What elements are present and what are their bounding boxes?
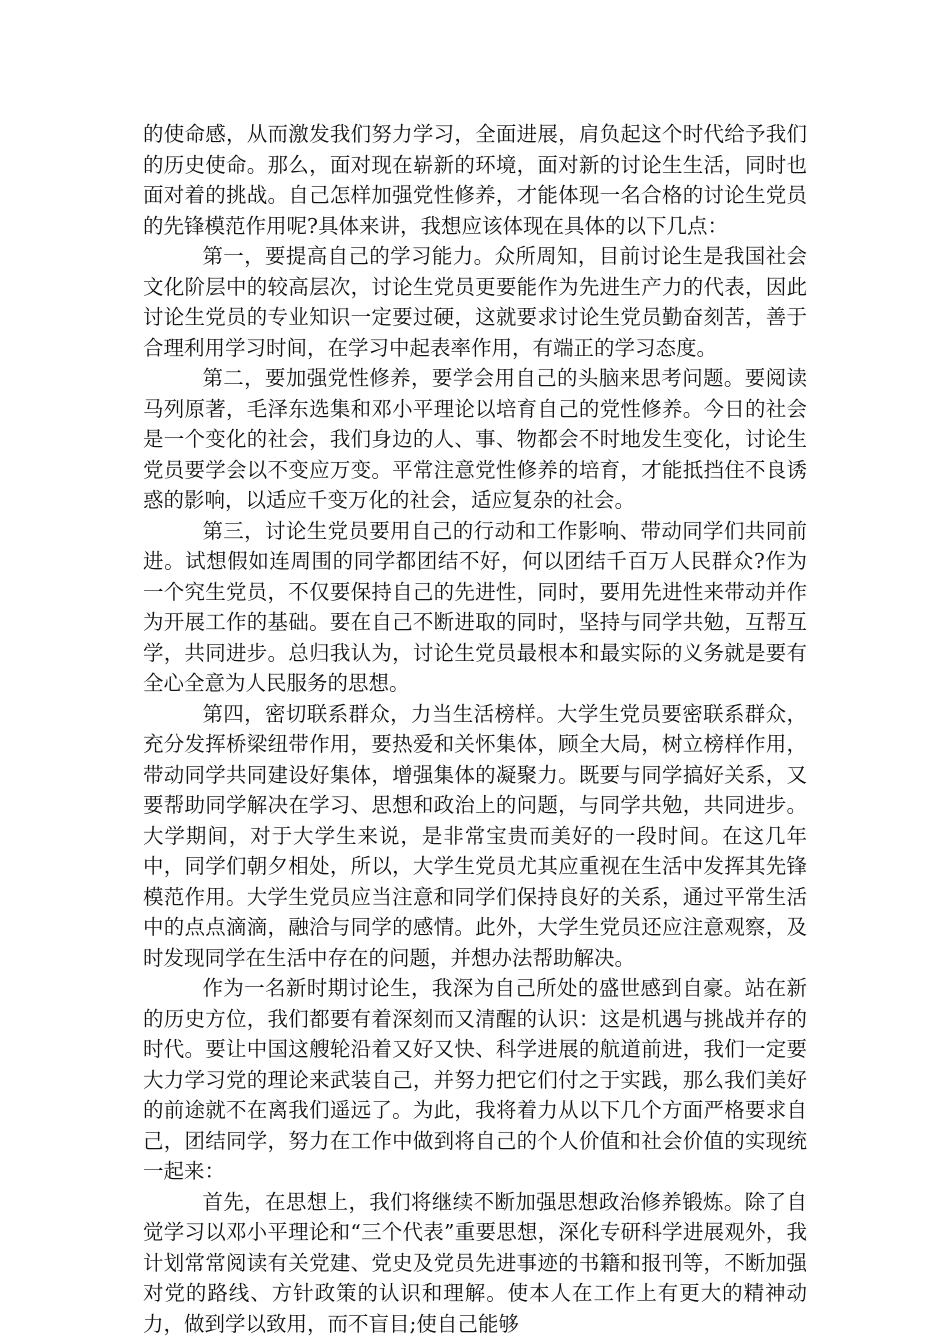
paragraph-third-point: 第三，讨论生党员要用自己的行动和工作影响、带动同学们共同前进。试想假如连周围的同学都团结不好，何以团结千百万人民群众?作为一个究生党员，不仅要保持自己的先进性，同时，要用先进性来带动并作为开展工作的基础。要在自己不断进取的同时，坚持与同学共勉，互帮互学，共同进步。总归我认为，讨论生党员最根本和最实际的义务就是要有全心全意为人民服务的思想。	[143, 518, 807, 695]
paragraph-intro: 的使命感，从而激发我们努力学习，全面进展，肩负起这个时代给予我们的历史使命。那么，面对现在崭新的环境，面对新的讨论生生活，同时也面对着的挑战。自己怎样加强党性修养，才能体现一名合格的讨论生党员的先锋模范作用呢?具体来讲，我想应该体现在具体的以下几点：	[143, 122, 807, 238]
document-body	[143, 119, 807, 1339]
paragraph-first-point: 第一，要提高自己的学习能力。众所周知，目前讨论生是我国社会文化阶层中的较高层次，讨论生党员更要能作为先进生产力的代表，因此讨论生党员的专业知识一定要过硬，这就要求讨论生党员勤奋刻苦，善于合理利用学习时间，在学习中起表率作用，有端正的学习态度。	[143, 244, 807, 360]
paragraph-second-point: 第二，要加强党性修养，要学会用自己的头脑来思考问题。要阅读马列原著，毛泽东选集和邓小平理论以培育自己的党性修养。今日的社会是一个变化的社会，我们身边的人、事、物都会不时地发生变化，讨论生党员要学会以不变应万变。平常注意党性修养的培育，才能抵挡住不良诱惑的影响，以适应千变万化的社会，适应复杂的社会。	[143, 366, 807, 512]
paragraph-plan-first: 首先，在思想上，我们将继续不断加强思想政治修养锻炼。除了自觉学习以邓小平理论和“三个代表”重要思想，深化专研科学进展观外，我计划常常阅读有关党建、党史及党员先进事迹的书籍和报刊等，不断加强对党的路线、方针政策的认识和理解。使本人在工作上有更大的精神动力，做到学以致用，而不盲目;使自己能够	[143, 1189, 807, 1336]
paragraph-reflection: 作为一名新时期讨论生，我深为自己所处的盛世感到自豪。站在新的历史方位，我们都要有着深刻而又清醒的认识：这是机遇与挑战并存的时代。要让中国这艘轮沿着又好又快、科学进展的航道前进，我们一定要大力学习党的理论来武装自己，并努力把它们付之于实践，那么我们美好的前途就不在离我们遥远了。为此，我将着力从以下几个方面严格要求自己，团结同学，努力在工作中做到将自己的个人价值和社会价值的实现统一起来：	[143, 976, 807, 1183]
paragraph-fourth-point: 第四，密切联系群众，力当生活榜样。大学生党员要密联系群众，充分发挥桥梁纽带作用，要热爱和关怀集体，顾全大局，树立榜样作用，带动同学共同建设好集体，增强集体的凝聚力。既要与同学搞好关系，又要帮助同学解决在学习、思想和政治上的问题，与同学共勉，共同进步。大学期间，对于大学生来说，是非常宝贵而美好的一段时间。在这几年中，同学们朝夕相处，所以，大学生党员尤其应重视在生活中发挥其先锋模范作用。大学生党员应当注意和同学们保持良好的关系，通过平常生活中的点点滴滴，融洽与同学的感情。此外，大学生党员还应注意观察，及时发现同学在生活中存在的问题，并想办法帮助解决。	[143, 701, 807, 970]
